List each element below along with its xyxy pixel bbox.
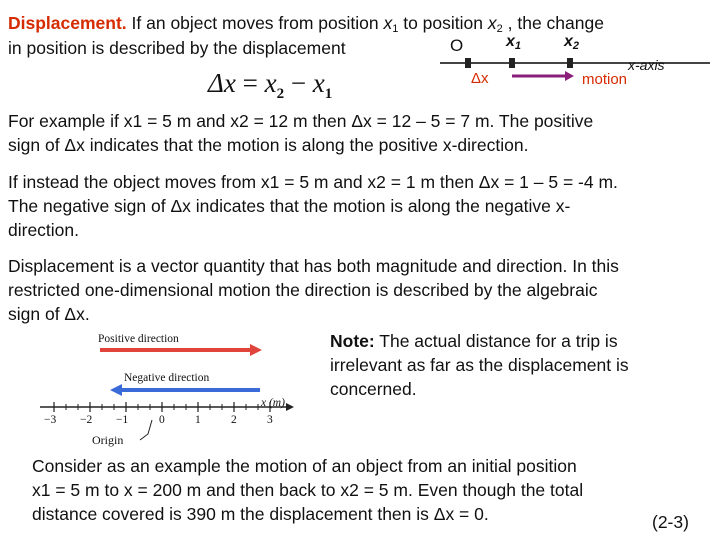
example2-line-2: The negative sign of Δx indicates that the motion is along the negative x- xyxy=(8,196,571,216)
formula-x1-sub: 1 xyxy=(324,86,333,102)
vector-line-1: Displacement is a vector quantity that has both magnitude and direction. In this xyxy=(8,256,619,276)
origin-pointer-line xyxy=(140,420,152,440)
diagram-x1-label: $x_1$ xyxy=(506,33,522,52)
number-line-arrowhead xyxy=(286,403,294,411)
number-line-figure xyxy=(30,330,320,452)
x-axis-label: x-axis xyxy=(628,57,665,73)
tick-label: 0 xyxy=(159,414,165,426)
axis-unit-label: x (m) xyxy=(261,397,285,409)
slide-number: (2-3) xyxy=(652,512,689,532)
example1-line-2: sign of Δx indicates that the motion is along the positive x-direction. xyxy=(8,135,529,155)
displacement-formula xyxy=(208,68,333,102)
position-diagram xyxy=(440,33,720,96)
tick-label: −2 xyxy=(80,414,93,426)
formula-x2-sub: 2 xyxy=(276,86,285,102)
x2-tick xyxy=(567,58,573,68)
vector-line-3: sign of Δx. xyxy=(8,304,90,324)
intro-text: If an object moves from position xyxy=(131,13,379,33)
final-line-3: distance covered is 390 m the displacement then is Δx = 0. xyxy=(32,504,489,524)
vector-line-2: restricted one-dimensional motion the direction is described by the algebraic xyxy=(8,280,598,300)
negative-direction-label: Negative direction xyxy=(124,372,210,384)
motion-label: motion xyxy=(582,71,628,88)
intro-end-text: , the change xyxy=(507,13,604,33)
formula-minus: − xyxy=(290,68,307,98)
x2-symbol: x xyxy=(487,13,497,33)
delta-x-label: Δx xyxy=(471,70,489,87)
final-line-2: x1 = 5 m to x = 200 m and then back to x2 = 5 m. Even though the total xyxy=(32,480,584,500)
heading: Displacement. xyxy=(8,13,127,33)
to-position-text: to position xyxy=(403,13,483,33)
tick-label: 2 xyxy=(231,414,237,426)
origin-caption: Origin xyxy=(92,433,124,447)
final-line-1: Consider as an example the motion of an object from an initial position xyxy=(32,456,577,476)
number-line-svg xyxy=(30,330,320,452)
formula-x1: x xyxy=(312,68,325,98)
example1-line-1: For example if x1 = 5 m and x2 = 12 m then Δx = 12 – 5 = 7 m. The positive xyxy=(8,111,594,131)
example2-line-3: direction. xyxy=(8,220,80,240)
x1-symbol: x xyxy=(383,13,393,33)
diagram-x2-label: $x_2$ xyxy=(564,33,580,52)
note-label: Note: xyxy=(330,331,375,351)
note-line-3: concerned. xyxy=(330,379,417,399)
tick-label: 3 xyxy=(267,414,273,426)
tick-label: 1 xyxy=(195,414,201,426)
x1-tick xyxy=(509,58,515,68)
tick-label: −1 xyxy=(116,414,129,426)
formula-delta-x: Δx xyxy=(208,68,236,98)
formula-x2: x xyxy=(264,68,277,98)
note-line-2: irrelevant as far as the displacement is xyxy=(330,355,629,375)
note-text: The actual distance for a trip is xyxy=(379,331,618,351)
delta-x-arrowhead xyxy=(565,71,574,81)
note-line-1 xyxy=(330,329,618,353)
tick-label: −3 xyxy=(44,414,57,426)
negative-arrowhead xyxy=(110,384,122,396)
intro-line-2: in position is described by the displacement xyxy=(8,38,346,58)
x1-subscript: 1 xyxy=(392,23,399,35)
positive-arrowhead xyxy=(250,344,262,356)
origin-label: O xyxy=(450,36,464,55)
x2-subscript: 2 xyxy=(496,23,503,35)
formula-equals: = xyxy=(242,68,258,98)
example2-line-1: If instead the object moves from x1 = 5 m and x2 = 1 m then Δx = 1 – 5 = -4 m. xyxy=(8,172,618,192)
positive-direction-label: Positive direction xyxy=(98,333,179,345)
